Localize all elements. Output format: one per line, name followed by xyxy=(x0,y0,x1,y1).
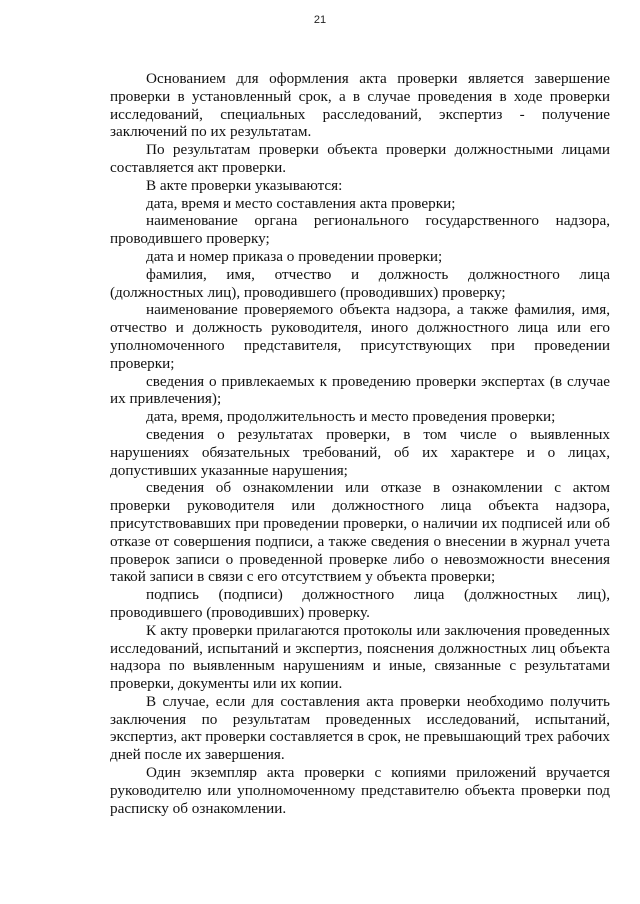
paragraph: дата и номер приказа о проведении проверки; xyxy=(146,247,443,265)
paragraph: Один экземпляр акта проверки с копиями приложений вручается руководителю или уполномоченному представителю объекта проверки под расписку об ознакомлении. xyxy=(110,764,610,817)
paragraph: дата, время и место составления акта проверки; xyxy=(146,194,456,212)
paragraph: Основанием для оформления акта проверки является завершение проверки в установленный срок, а в случае проведения в ходе проверки исследований, специальных расследований, экспертиз - получение заключений по их результатам. xyxy=(110,70,610,141)
paragraph: подпись (подписи) должностного лица (должностных лиц), проводившего (проводивших) проверку. xyxy=(110,586,610,621)
paragraph: фамилия, имя, отчество и должность должностного лица (должностных лиц), проводившего (проводивших) проверку; xyxy=(110,265,610,301)
paragraph: наименование органа регионального государственного надзора, проводившего проверку; xyxy=(110,212,610,248)
paragraph: наименование проверяемого объекта надзора, а также фамилия, имя, отчество и должность руководителя, иного должностного лица или его уполномоченного представителя, присутствующих при проведении проверки; xyxy=(110,301,610,372)
paragraph: дата, время, продолжительность и место проведения проверки; xyxy=(146,408,556,426)
document-body xyxy=(110,70,610,817)
paragraph: В акте проверки указываются: xyxy=(146,176,343,194)
paragraph: сведения о привлекаемых к проведению проверки экспертах (в случае их привлечения); xyxy=(110,372,610,408)
paragraph: К акту проверки прилагаются протоколы или заключения проведенных исследований, испытаний и экспертиз, пояснения должностных лиц объекта надзора по выявленным нарушениям и иные, связанные с результатами проверки, документы или их копии. xyxy=(110,621,610,693)
page-number: 21 xyxy=(313,14,327,26)
paragraph: сведения об ознакомлении или отказе в ознакомлении с актом проверки руководителя или должностного лица объекта надзора, присутствовавших при проведении проверки, о наличии их подписей или об отказе от совершения подписи, а также сведения о внесении в журнал учета проверок записи о проведенной проверке либо о невозможности внесения такой записи в связи с его отсутствием у объекта проверки; xyxy=(110,479,610,586)
paragraph: По результатам проверки объекта проверки должностными лицами составляется акт проверки. xyxy=(110,141,610,176)
paragraph: В случае, если для составления акта проверки необходимо получить заключения по результатам проведенных исследований, испытаний, экспертиз, акт проверки составляется в срок, не превышающий трех рабочих дней после их завершения. xyxy=(110,692,610,764)
paragraph: сведения о результатах проверки, в том числе о выявленных нарушениях обязательных требований, об их характере и о лицах, допустивших указанные нарушения; xyxy=(110,425,610,479)
